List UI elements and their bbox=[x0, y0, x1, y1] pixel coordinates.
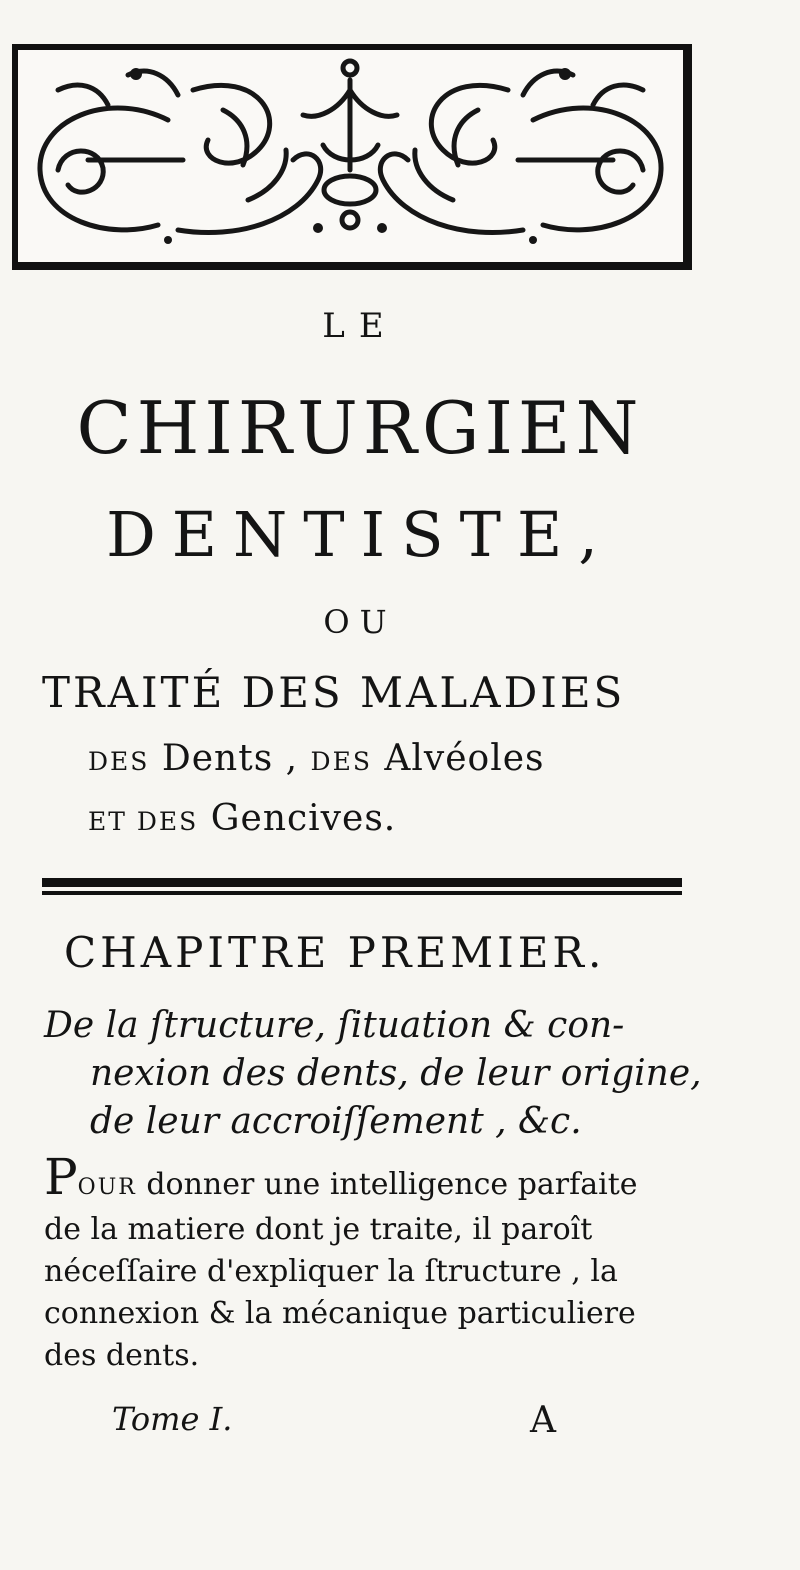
subtitle-punct: , bbox=[285, 738, 299, 779]
title-line-2: DENTISTE, bbox=[106, 498, 614, 571]
subtitle-line-2 bbox=[88, 738, 545, 779]
body-line bbox=[44, 1148, 694, 1209]
signature-mark: A bbox=[530, 1400, 556, 1441]
chapter-summary bbox=[44, 1002, 702, 1146]
summary-line: nexion des dents, de leur origine, bbox=[90, 1053, 702, 1094]
subtitle-word: DES bbox=[310, 747, 372, 776]
drop-cap: P bbox=[44, 1148, 78, 1206]
volume-label: Tome I. bbox=[112, 1400, 233, 1438]
subtitle-word: Gencives. bbox=[210, 798, 397, 839]
body-line: néceſſaire d'expliquer la ſtructure , la bbox=[44, 1254, 618, 1289]
chapter-heading: CHAPITRE PREMIER. bbox=[64, 928, 606, 977]
title-line-1: CHIRURGIEN bbox=[76, 386, 644, 470]
double-rule-thick bbox=[42, 878, 682, 887]
acanthus-ornament-icon bbox=[18, 50, 683, 262]
title-article: LE bbox=[322, 306, 398, 346]
body-line: de la matiere dont je traite, il paroît bbox=[44, 1212, 593, 1247]
body-line: connexion & la mécanique particuliere bbox=[44, 1296, 636, 1331]
ornamental-headpiece bbox=[12, 44, 692, 270]
body-line: des dents. bbox=[44, 1338, 200, 1373]
summary-line: de leur accroiſſement , &c. bbox=[90, 1101, 582, 1142]
subtitle-word: ET DES bbox=[88, 807, 199, 836]
body-paragraph bbox=[44, 1148, 694, 1377]
title-connector: OU bbox=[323, 603, 397, 641]
subtitle-word: DES bbox=[88, 747, 150, 776]
subtitle-word: Alvéoles bbox=[384, 738, 545, 779]
subtitle-line-1: TRAITÉ DES MALADIES bbox=[42, 668, 626, 717]
first-word-rest: OUR bbox=[77, 1175, 137, 1200]
subtitle-word: Dents bbox=[161, 738, 274, 779]
double-rule-thin bbox=[42, 891, 682, 895]
subtitle-line-3 bbox=[88, 798, 396, 839]
summary-line: De la ſtructure, ſituation & con- bbox=[44, 1005, 625, 1046]
first-line-rest: donner une intelligence parfaite bbox=[136, 1167, 638, 1202]
